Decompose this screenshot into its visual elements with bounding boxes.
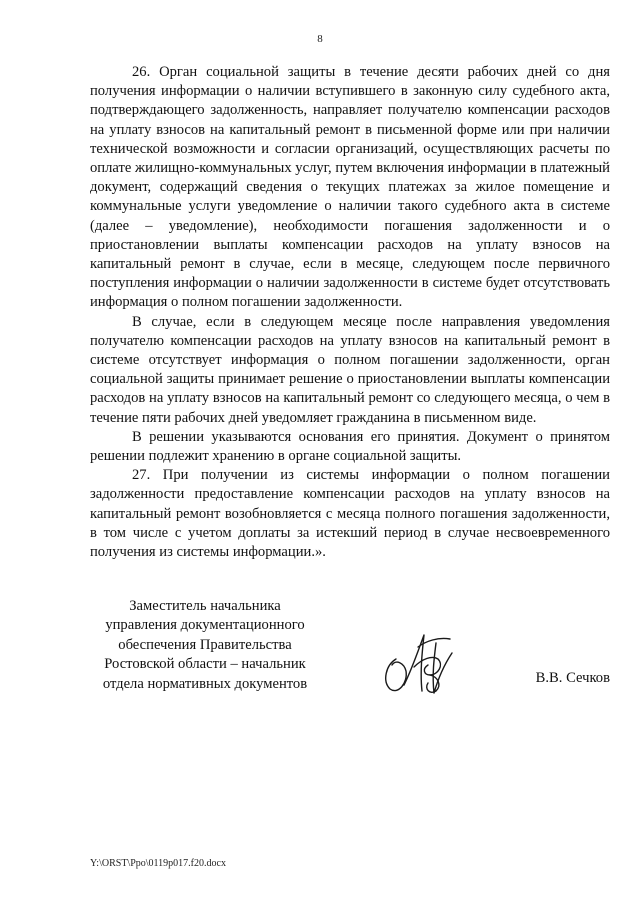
- signer-position-line: Ростовской области – начальник: [104, 656, 306, 673]
- paragraph-suspension: В случае, если в следующем месяце после направления уведомления получателю компенсации расходов на уплату взносов на капитальный ремонт в системе отсутствует информация о полном погашении задолженности, орган социальной защиты принимает решение о приостановлении выплаты компенсации расходов на уплату взносов на капитальный ремонт со следующего месяца, о чем в течение пяти рабочих дней уведомляет гражданина в письменном виде.: [90, 313, 610, 426]
- paragraph-26: 26. Орган социальной защиты в течение десяти рабочих дней со дня получения информации о наличии вступившего в законную силу судебного акта, подтверждающего задолженность, направляет получателю компенсации расходов на уплату взносов на капитальный ремонт в письменной форме или при наличии технической возможности и согласии организаций, осуществляющих расчеты по оплате жилищно-коммунальных услуг, путем включения информации в платежный документ, содержащий сведения о текущих платежах за жилое помещение и коммунальные услуги уведомление о наличии такого судебного акта в системе (далее – уведомление), необходимости погашения задолженности и о приостановлении выплаты компенсации расходов на уплату взносов на капитальный ремонт в случае, если в месяце, следующем после первичного поступления информации о наличии задолженности в системе будет отсутствовать информация о полном погашении задолженности.: [90, 64, 610, 311]
- signer-position-line: обеспечения Правительства: [118, 636, 292, 653]
- file-path: Y:\ORST\Ppo\0119p017.f20.docx: [90, 858, 226, 869]
- page-number: 8: [317, 33, 323, 45]
- paragraph-27: 27. При получении из системы информации о полном погашении задолженности предоставление компенсации расходов на уплату взносов на капитальный ремонт возобновляется с месяца полного погашения задолженности, в том числе с учетом доплаты за истекший период в случае несвоевременного получения из системы информации.».: [90, 467, 610, 561]
- paragraph-decision-grounds: В решении указываются основания его принятия. Документ о принятом решении подлежит хранению в органе социальной защиты.: [90, 428, 610, 465]
- handwritten-signature: [378, 629, 460, 699]
- signature-block: [90, 597, 610, 707]
- signer-position-line: управления документационного: [105, 617, 305, 634]
- signer-position-line: Заместитель начальника: [129, 598, 281, 614]
- signer-position: [90, 597, 320, 694]
- document-body: [90, 63, 610, 562]
- signer-name: В.В. Сечков: [535, 670, 610, 686]
- signer-position-line: отдела нормативных документов: [102, 675, 308, 692]
